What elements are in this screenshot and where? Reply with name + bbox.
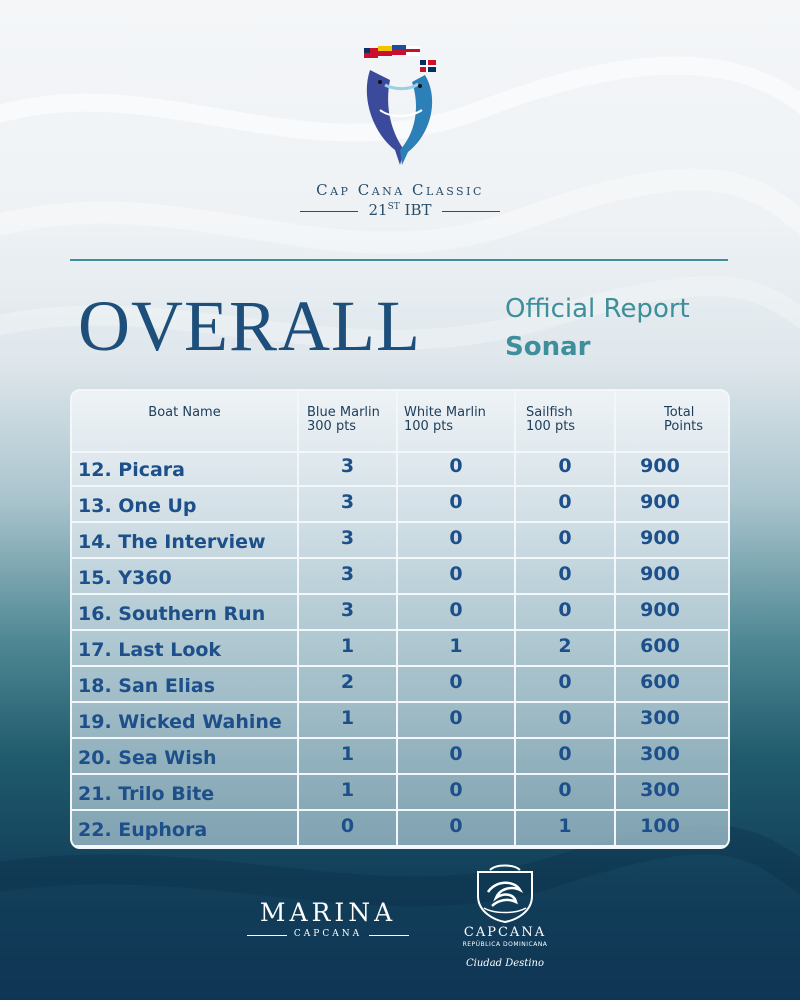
standings-table [70, 389, 730, 849]
boat-name-cell: 16. Southern Run [72, 595, 299, 629]
white-marlin-cell: 0 [398, 559, 516, 593]
marlin-flags-emblem [350, 40, 450, 170]
blue-marlin-cell: 1 [299, 739, 398, 773]
header-boat-name: Boat Name [72, 391, 299, 451]
boat-name-cell: 14. The Interview [72, 523, 299, 557]
boat-name-cell: 18. San Elias [72, 667, 299, 701]
table-row [72, 451, 728, 487]
boat-name-cell: 20. Sea Wish [72, 739, 299, 773]
table-row [72, 703, 728, 739]
total-points-cell: 600 [640, 635, 680, 657]
table-row [72, 739, 728, 775]
sponsor-label: Sonar [505, 332, 591, 362]
sailfish-cell: 0 [516, 775, 616, 809]
sailfish-cell: 0 [516, 667, 616, 701]
blue-marlin-cell: 3 [299, 523, 398, 557]
table-row [72, 775, 728, 811]
white-marlin-cell: 0 [398, 523, 516, 557]
white-marlin-cell: 1 [398, 631, 516, 665]
white-marlin-cell: 0 [398, 739, 516, 773]
header-blue-marlin: Blue Marlin 300 pts [299, 391, 398, 451]
table-header [72, 391, 728, 453]
blue-marlin-cell: 1 [299, 703, 398, 737]
table-row [72, 523, 728, 559]
blue-marlin-cell: 2 [299, 667, 398, 701]
total-points-cell: 100 [640, 815, 680, 837]
total-points-cell: 300 [640, 779, 680, 801]
total-points-cell: 900 [640, 599, 680, 621]
event-subtitle [300, 201, 500, 223]
blue-marlin-cell: 3 [299, 451, 398, 485]
white-marlin-cell: 0 [398, 451, 516, 485]
table-row [72, 559, 728, 595]
blue-marlin-cell: 1 [299, 631, 398, 665]
total-points-cell: 900 [640, 455, 680, 477]
event-title: Cap Cana Classic [316, 181, 484, 199]
white-marlin-cell: 0 [398, 667, 516, 701]
header-sailfish: Sailfish 100 pts [516, 391, 616, 451]
sailfish-cell: 2 [516, 631, 616, 665]
capcana-logo-country: REPÚBLICA DOMINICANA [462, 941, 548, 948]
sailfish-cell: 0 [516, 523, 616, 557]
table-row [72, 595, 728, 631]
capcana-logo-text: CAPCANA [463, 925, 547, 940]
header-divider [70, 259, 728, 261]
white-marlin-cell: 0 [398, 775, 516, 809]
page-title: OVERALL [78, 286, 421, 366]
header-white-marlin: White Marlin 100 pts [398, 391, 516, 451]
boat-name-cell: 15. Y360 [72, 559, 299, 593]
white-marlin-cell: 0 [398, 703, 516, 737]
capcana-logo-tagline: Ciudad Destino [466, 958, 544, 969]
table-row [72, 667, 728, 703]
white-marlin-cell: 0 [398, 595, 516, 629]
marina-logo-text: MARINA [259, 898, 397, 927]
boat-name-cell: 13. One Up [72, 487, 299, 521]
sailfish-cell: 0 [516, 559, 616, 593]
white-marlin-cell: 0 [398, 487, 516, 521]
event-number: 21 [368, 201, 388, 219]
total-points-cell: 600 [640, 671, 680, 693]
sailfish-cell: 1 [516, 811, 616, 845]
total-points-cell: 900 [640, 527, 680, 549]
blue-marlin-cell: 0 [299, 811, 398, 845]
capcana-shield-emblem [470, 862, 540, 924]
total-points-cell: 900 [640, 491, 680, 513]
table-row [72, 631, 728, 667]
boat-name-cell: 21. Trilo Bite [72, 775, 299, 809]
blue-marlin-cell: 3 [299, 595, 398, 629]
sailfish-cell: 0 [516, 739, 616, 773]
boat-name-cell: 19. Wicked Wahine [72, 703, 299, 737]
header-total-points: Total Points [664, 405, 704, 434]
table-row [72, 487, 728, 523]
boat-name-cell: 17. Last Look [72, 631, 299, 665]
table-row [72, 811, 728, 847]
blue-marlin-cell: 3 [299, 559, 398, 593]
sailfish-cell: 0 [516, 451, 616, 485]
sailfish-cell: 0 [516, 703, 616, 737]
capcana-logo [440, 926, 570, 969]
blue-marlin-cell: 3 [299, 487, 398, 521]
report-label: Official Report [505, 294, 690, 324]
sailfish-cell: 0 [516, 487, 616, 521]
marina-capcana-logo [243, 900, 413, 939]
blue-marlin-cell: 1 [299, 775, 398, 809]
total-points-cell: 300 [640, 743, 680, 765]
boat-name-cell: 22. Euphora [72, 811, 299, 845]
boat-name-cell: 12. Picara [72, 451, 299, 485]
white-marlin-cell: 0 [398, 811, 516, 845]
total-points-cell: 300 [640, 707, 680, 729]
sailfish-cell: 0 [516, 595, 616, 629]
event-number-suffix: ST [387, 202, 400, 212]
marina-logo-subtext: CAPCANA [243, 929, 413, 939]
total-points-cell: 900 [640, 563, 680, 585]
event-type: IBT [404, 201, 432, 219]
